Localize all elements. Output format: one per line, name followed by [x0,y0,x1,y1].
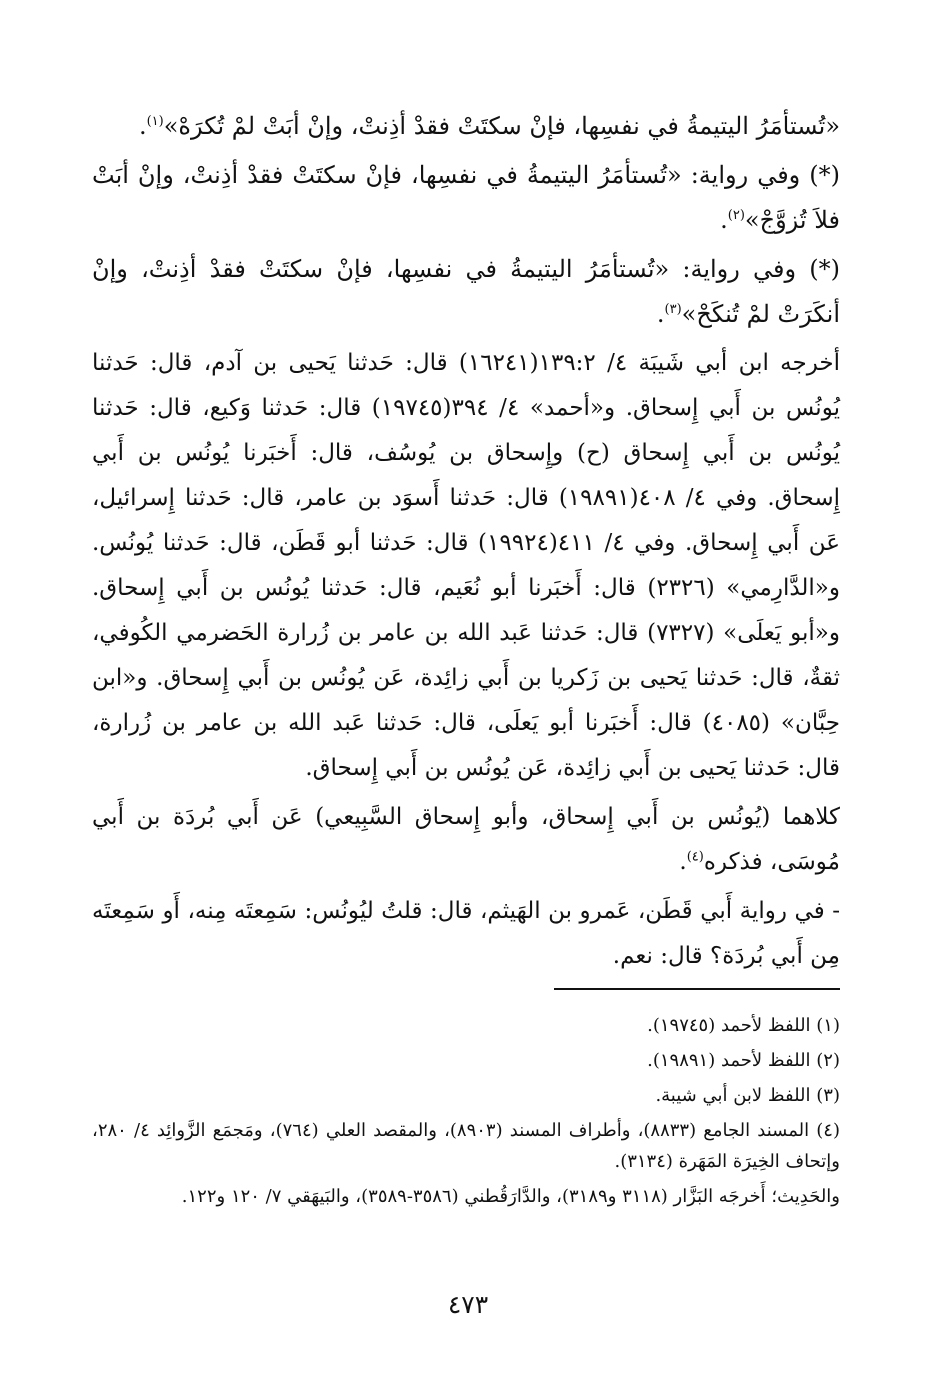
narration-note: - في رواية أَبي قَطَن، عَمرو بن الهَيثم، قال: قلتُ ليُونُس: سَمِعتَه مِنه، أَو سَمِعتَه مِن أَبي بُردَة؟ قال: نعم. [92,898,840,969]
footnote-3: (٣) اللفظ لابن أبي شيبة. [655,1085,840,1106]
hadith-variant-1-body: (*) وفي رواية: «تُستأمَرُ اليتيمةُ في نفسِها، فإنْ سكتَتْ فقدْ أذِنتْ، وإنْ أبَتْ فلاَ تُزوَّجْ» [92,161,840,234]
hadith-text-1-end: . [138,112,147,140]
footnote-1: (١) اللفظ لأحمد (١٩٧٤٥). [647,1015,840,1036]
chain-summary-end: . [679,849,687,875]
footnote-separator [554,988,840,990]
chain-summary-body: كلاهما (يُونُس بن أَبي إِسحاق، وأبو إِسحاق السَّبِيعي) عَن أَبي بُردَة بن أَبي مُوسَى، فذكره [92,804,840,875]
hadith-text-1 [92,104,840,149]
takhrij-paragraph: أخرجه ابن أبي شَيبَة ٤/ ١٣٩:٢(١٦٢٤١) قال: حَدثنا يَحيى بن آدم، قال: حَدثنا يُونُس بن أَبي إِسحاق. و«أحمد» ٤/ ٣٩٤(١٩٧٤٥) قال: حَدثنا وَكيع، قال: حَدثنا يُونُس بن أَبي إِسحاق (ح) وإِسحاق بن يُوسُف، قال: أَخبَرنا يُونُس بن أَبي إِسحاق. وفي ٤/ ٤٠٨(١٩٨٩١) قال: حَدثنا أَسوَد بن عامر، قال: حَدثنا إِسرائيل، عَن أَبي إِسحاق. وفي ٤/ ٤١١(١٩٩٢٤) قال: حَدثنا أبو قَطَن، قال: حَدثنا يُونُس. و«الدَّارِمي» (٢٣٢٦) قال: أَخبَرنا أبو نُعَيم، قال: حَدثنا يُونُس بن أَبي إِسحاق. و«أبو يَعلَى» (٧٣٢٧) قال: حَدثنا عَبد الله بن عامر بن زُرارة الحَضرمي الكُوفي، ثقةٌ، قال: حَدثنا يَحيى بن زَكريا بن أَبي زائِدة، عَن يُونُس بن أَبي إِسحاق. و«ابن حِبَّان» (٤٠٨٥) قال: أَخبَرنا أبو يَعلَى، قال: حَدثنا عَبد الله بن عامر بن زُرارة، قال: حَدثنا يَحيى بن أَبي زائِدة، عَن يُونُس بن أَبي إِسحاق. [92,350,841,781]
footnote-ref-4: (٤) [686,849,704,865]
footnote-ref-1: (١) [146,114,164,129]
hadith-text-1-body: «تُستأمَرُ اليتيمةُ في نفسِها، فإنْ سكتَتْ فقدْ أذِنتْ، وإنْ أبَتْ لمْ تُكرَهْ» [163,112,840,140]
footnote-2: (٢) اللفظ لأحمد (١٩٨٩١). [647,1050,840,1071]
hadith-variant-1-end: . [720,206,728,234]
footnote-ref-2: (٢) [727,208,745,223]
hadith-variant-2-end: . [656,300,665,328]
hadith-variant-1 [92,153,840,243]
hadith-variant-2-body: (*) وفي رواية: «تُستأمَرُ اليتيمةُ في نفسِها، فإنْ سكتَتْ فقدْ أذِنتْ، وإنْ أنكَرَتْ لمْ تُنكَحْ» [92,255,840,328]
footnote-4: (٤) المسند الجامع (٨٨٣٣)، وأطراف المسند (٨٩٠٣)، والمقصد العلي (٧٦٤)، ومَجمَع الزَّوائِد ٤/ ٢٨٠، وإتحاف الخِيرَة المَهَرة (٣١٣٤). [92,1120,840,1172]
footnote-ref-3: (٣) [664,302,682,317]
page-number: ٤٧٣ [447,1290,489,1319]
footnote-4-continued: والحَدِيث؛ أَخرجَه البَزَّار (٣١١٨ و٣١٨٩)، والدَّارَقُطني (٣٥٨٦-٣٥٨٩)، والبَيهَقي ٧/ ١٢٠ و١٢٢. [181,1186,840,1207]
hadith-variant-2 [92,247,840,337]
chain-summary [92,795,840,885]
footnotes [92,1010,840,1212]
